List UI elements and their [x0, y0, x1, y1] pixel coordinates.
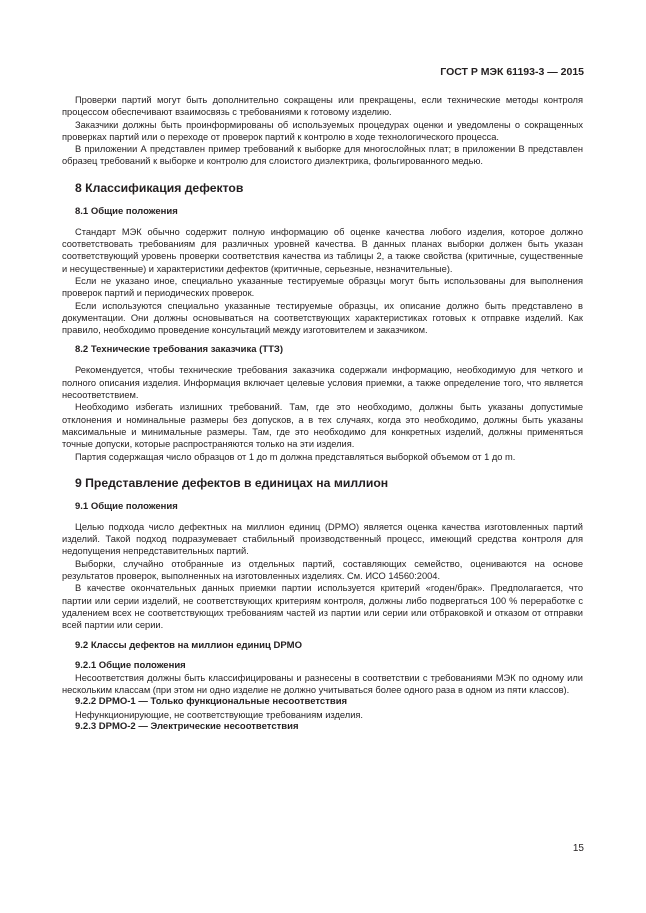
section-9-1-heading: 9.1 Общие положения [75, 500, 178, 512]
section-8-2-paragraph: Рекомендуется, чтобы технические требования заказчика содержали информацию, необходимую для четкого и полного описания изделия. Информация включает целевые условия приемки, а также определение того, что является несоответствием. [62, 365, 583, 401]
page-number: 15 [572, 843, 584, 854]
section-8-1-heading: 8.1 Общие положения [75, 205, 178, 217]
page-content [62, 94, 583, 733]
intro-paragraph: В приложении А представлен пример требований к выборке для многослойных плат; в приложении В представлен образец требований к выборке и контролю для слоистого диэлектрика, фольгированного медью. [62, 144, 583, 167]
section-8-1-paragraph: Если не указано иное, специально указанные тестируемые образцы могут быть использованы для выполнения проверок партий и периодических проверок. [62, 275, 583, 299]
section-9-1-paragraph: В качестве окончательных данных приемки партии используется критерий «годен/брак». Предполагается, что партии или серии изделий, не соответствующих критериям контроля, должны либо подвергаться 100 % переработке с удалением всех не соответствующих требованиям частей из партии или серии или отбраковкой и отказом от отправки всей партии или серии. [62, 583, 583, 631]
section-8-2-paragraph: Необходимо избегать излишних требований. Там, где это необходимо, должны быть указаны допустимые отклонения и номинальные размеры без допусков, а в тех случаях, когда это необходимо, должны быть указаны максимальные и минимальные размеры. Там, где это необходимо для конкретных изделий, должны применяться точные допуски, которые распространяются только на эти изделия. [62, 402, 583, 450]
section-9-2-1-paragraph: Несоответствия должны быть классифицированы и разнесены в соответствии с требованиями МЭК по одному или нескольким классам (при этом ни одно изделие не должно учитываться более одного раза в одном из пяти классов). [62, 672, 583, 696]
section-8-2-heading: 8.2 Технические требования заказчика (ТТЗ) [75, 344, 284, 356]
section-9-1-paragraph: Выборки, случайно отобранные из отдельных партий, составляющих семейство, оцениваются на основе результатов проверок, выполненных на изготовленных изделиях. См. ИСО 14560:2004. [62, 558, 583, 582]
section-9-2-1-heading: 9.2.1 Общие положения [75, 659, 186, 671]
section-9-2-2-heading: 9.2.2 DPMO-1 — Только функциональные несоответствия [75, 696, 348, 708]
section-8-1-paragraph: Если используются специально указанные тестируемые образцы, их описание должно быть представлено в документации. Они должны основываться на соответствующих характеристиках готовых к отправке изделий. Как правило, необходимо проведение консультаций между изготовителем и заказчиком. [62, 300, 583, 336]
section-8-2-paragraph: Партия содержащая число образцов от 1 до m должна представляться выборкой объемом от 1 до m. [75, 451, 516, 462]
intro-paragraph: Заказчики должны быть проинформированы об используемых процедурах оценки и уведомлены о сокращенных проверках партий или о переходе от проверок партий к контролю в ходе технологического процесса. [62, 119, 583, 142]
section-8-1-paragraph: Стандарт МЭК обычно содержит полную информацию об оценке качества любого изделия, которое должно соответствовать требованиям для различных уровней качества. В данных планах выборки должен быть указан соответствующий уровень проверки соответствия качества из таблицы 2, а также свойства (критичные, существенные и несущественные) и характеристики дефектов (критичные, серьезные, незначительные). [62, 226, 583, 274]
section-9-2-heading: 9.2 Классы дефектов на миллион единиц DPMO [75, 639, 302, 651]
section-8-heading: 8 Классификация дефектов [75, 180, 244, 195]
standard-header: ГОСТ Р МЭК 61193-3 — 2015 [440, 66, 584, 78]
intro-paragraph: Проверки партий могут быть дополнительно сокращены или прекращены, если технические методы контроля процессом обеспечивают взаимосвязь с требованиями к готовому изделию. [62, 95, 583, 118]
section-9-2-3-heading: 9.2.3 DPMO-2 — Электрические несоответствия [75, 720, 299, 732]
section-9-1-paragraph: Целью подхода число дефектных на миллион единиц (DPMO) является оценка качества изготовленных партий изделий. Такой подход подразумевает стабильный производственный процесс, имеющий средства контроля для недопущения непредставительных партий. [62, 521, 583, 557]
section-9-heading: 9 Представление дефектов в единицах на миллион [75, 475, 389, 490]
section-9-2-2-paragraph: Нефункционирующие, не соответствующие требованиям изделия. [75, 709, 364, 720]
